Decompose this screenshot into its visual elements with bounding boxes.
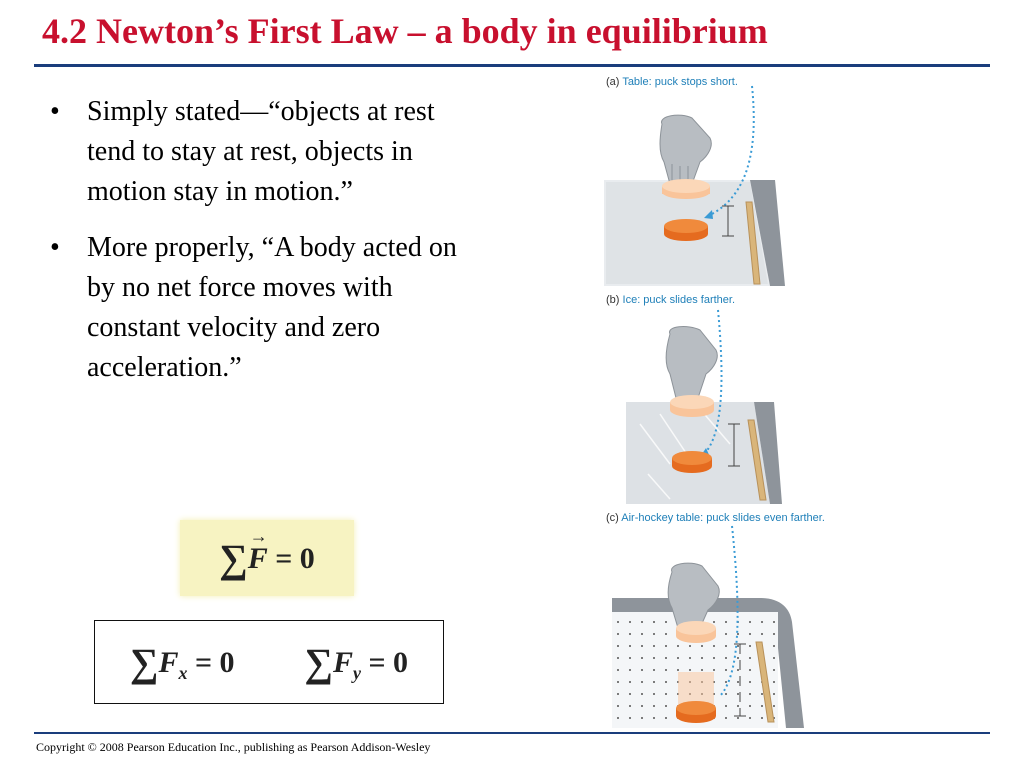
title-divider (34, 64, 990, 67)
hand-icon (666, 327, 717, 398)
table-illustration (600, 76, 910, 286)
sigma-symbol: ∑ (219, 535, 248, 581)
figure-panel-a (600, 76, 910, 286)
x-component-equation: $\sum F_x = 0$ (129, 639, 235, 685)
bullet-item (50, 92, 470, 212)
ice-illustration (600, 294, 910, 504)
bullet-icon: • (50, 232, 60, 263)
figure-panel-b (600, 294, 910, 504)
force-vector-symbol: F → (247, 525, 268, 575)
bullet-item (50, 228, 470, 388)
hand-icon (660, 115, 711, 184)
footer-divider (34, 732, 990, 734)
net-force-equation (180, 520, 354, 596)
y-component-equation: $\sum F_y = 0$ (304, 639, 409, 685)
component-equations-box (94, 620, 444, 704)
bullet-text: Simply stated—“objects at rest tend to stay at rest, objects in motion stay in motion.” (87, 96, 435, 207)
slide-title: 4.2 Newton’s First Law – a body in equilibrium (42, 11, 768, 51)
bullet-icon: • (50, 96, 60, 127)
panel-caption: (c) Air-hockey table: puck slides even farther. (606, 512, 825, 524)
equation-rhs: = 0 (275, 541, 315, 575)
bullet-list (50, 92, 470, 404)
copyright-footer: Copyright © 2008 Pearson Education Inc., publishing as Pearson Addison-Wesley (36, 740, 431, 754)
figure-panel-c (600, 512, 910, 728)
panel-caption: (a) Table: puck stops short. (606, 76, 738, 88)
air-hockey-illustration (600, 512, 910, 728)
vector-arrow-icon: → (249, 525, 268, 546)
panel-caption: (b) Ice: puck slides farther. (606, 294, 736, 306)
bullet-text: More properly, “A body acted on by no net force moves with constant velocity and zero acceleration.” (87, 232, 457, 383)
